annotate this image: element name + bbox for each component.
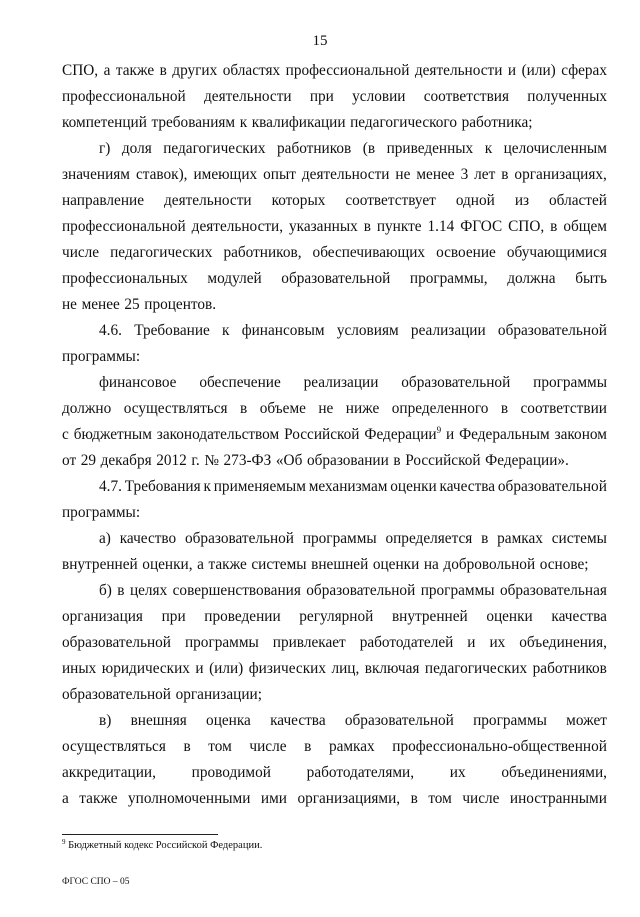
word: целочисленным — [503, 140, 607, 157]
text-line — [62, 58, 607, 84]
word: менее — [81, 296, 120, 313]
paragraph — [62, 136, 607, 318]
word: СПО, — [62, 62, 99, 79]
word: обеспечение — [199, 374, 281, 391]
word: совершенствования — [172, 582, 301, 599]
word: и — [195, 660, 204, 677]
footnote-divider — [62, 834, 218, 835]
word: в — [501, 166, 509, 183]
text-line — [62, 266, 607, 292]
text-line — [62, 682, 607, 708]
word: оценки — [486, 608, 533, 625]
word: (или) — [521, 62, 556, 79]
word: организация — [62, 608, 143, 625]
word: а) — [99, 530, 111, 547]
word: Требование — [134, 322, 210, 339]
word: бюджетным — [73, 426, 152, 443]
word: образовательной — [497, 322, 607, 339]
word: образовательной — [281, 270, 391, 287]
word: образовательная — [499, 582, 607, 599]
text-line — [62, 552, 607, 578]
word: реализации — [410, 322, 486, 339]
word: не — [395, 166, 411, 183]
word: условии — [352, 88, 406, 105]
word: одной — [455, 192, 495, 209]
word: квалификации — [251, 114, 346, 131]
text-line — [62, 630, 607, 656]
paragraph — [62, 578, 607, 708]
word: педагогических — [110, 244, 213, 261]
word: системы — [251, 556, 307, 573]
word: числе — [462, 790, 500, 807]
word: программы — [420, 582, 495, 599]
word: СПО, — [508, 218, 545, 235]
document-code: ФГОС СПО – 05 — [62, 877, 130, 887]
word: применяемым — [213, 478, 306, 495]
word: ФГОС — [460, 218, 503, 235]
text-line — [62, 214, 607, 240]
word: законодательством — [156, 426, 280, 443]
word: областей — [549, 192, 607, 209]
word: работодателями, — [306, 764, 415, 781]
word: на — [423, 556, 439, 573]
word: требованиям — [151, 114, 236, 131]
word: целях — [129, 582, 168, 599]
word: а — [103, 62, 111, 79]
word: к — [239, 114, 248, 131]
word: программы: — [62, 348, 141, 365]
text-line — [62, 474, 607, 500]
word: программы — [302, 530, 377, 547]
word: в — [500, 400, 509, 417]
word: их — [449, 764, 466, 781]
word: оценки — [372, 556, 420, 573]
word: должна — [507, 270, 556, 287]
word: образовательной — [401, 374, 511, 391]
word: не — [318, 400, 334, 417]
text-line — [62, 396, 607, 422]
word: условиям — [336, 322, 399, 339]
word: лет — [474, 166, 496, 183]
word: педагогического — [350, 114, 457, 131]
word: числе — [62, 244, 100, 261]
word: и — [507, 62, 517, 79]
word: организациях, — [514, 166, 607, 183]
footnote — [62, 840, 262, 851]
word: качества — [551, 608, 607, 625]
text-line — [62, 110, 607, 136]
word: числе — [249, 738, 287, 755]
word: полученных — [527, 88, 607, 105]
word: Российской — [405, 452, 481, 469]
text-line — [62, 422, 607, 448]
word: ставок), — [135, 166, 188, 183]
word: образовательной — [62, 686, 171, 703]
word: и — [467, 634, 476, 651]
word: в — [304, 738, 312, 755]
page-number: 15 — [312, 33, 328, 49]
word: общем — [563, 218, 607, 235]
paragraph — [62, 318, 607, 370]
word: работников — [532, 660, 607, 677]
text-line — [62, 292, 607, 318]
footnote-reference: 9 — [436, 425, 442, 435]
word: обучающимися — [506, 244, 607, 261]
word: педагогических — [424, 660, 528, 677]
text-line — [62, 578, 607, 604]
word: программы — [533, 374, 607, 391]
word: образовательной — [306, 582, 416, 599]
word: осуществляться — [123, 400, 228, 417]
word: юридических — [101, 660, 190, 677]
word: профессиональной — [285, 62, 410, 79]
word: соответствии — [520, 400, 607, 417]
text-line — [62, 344, 607, 370]
word: образовательной — [185, 530, 294, 547]
word: организациями, — [297, 790, 401, 807]
word: педагогических — [163, 140, 266, 157]
word: в — [240, 400, 248, 417]
word: ниже — [345, 400, 380, 417]
word: «Об — [275, 452, 303, 469]
word: менее — [416, 166, 455, 183]
text-line — [62, 162, 607, 188]
word: рамках — [497, 530, 543, 547]
word: также — [208, 556, 247, 573]
word: Федеральным — [459, 426, 550, 443]
word: лиц, — [331, 660, 360, 677]
word: в — [117, 582, 125, 599]
word: сферах — [561, 62, 607, 79]
text-line — [62, 500, 607, 526]
word: осуществляться — [62, 738, 166, 755]
word: образовании — [306, 452, 389, 469]
word: определенного — [391, 400, 489, 417]
word: реализации — [303, 374, 379, 391]
word: программы, — [409, 270, 488, 287]
word: при — [161, 608, 186, 625]
word: организации; — [175, 686, 262, 703]
word: деятельности — [301, 166, 390, 183]
word: в — [410, 790, 418, 807]
word: значениям — [62, 166, 130, 183]
word: пункте — [376, 218, 422, 235]
word: 273-ФЗ — [223, 452, 272, 469]
word: в — [550, 218, 558, 235]
text-line — [62, 188, 607, 214]
word: привлекает — [272, 634, 346, 651]
word: от — [62, 452, 77, 469]
footnote-text: Бюджетный кодекс Российской Федерации. — [68, 840, 263, 851]
word: иных — [62, 660, 97, 677]
word: основе; — [539, 556, 589, 573]
word: определяется — [385, 530, 473, 547]
word: к — [484, 140, 493, 157]
word: профессионально-общественной — [392, 738, 607, 755]
word: профессиональной — [62, 218, 186, 235]
word: имеющих — [193, 166, 258, 183]
word: Российской — [284, 426, 360, 443]
word: качества — [439, 478, 496, 495]
word: Федерации$^9$ — [364, 425, 442, 443]
word: к — [203, 478, 211, 495]
word: том — [428, 790, 452, 807]
word: добровольной — [443, 556, 536, 573]
word: (в — [362, 140, 376, 157]
word: внутренней — [62, 556, 138, 573]
word: внутренней — [391, 608, 468, 625]
word: финансовым — [241, 322, 325, 339]
word: областях — [222, 62, 281, 79]
word: работодателей — [359, 634, 454, 651]
word: в — [159, 62, 167, 79]
word: образовательной — [344, 712, 454, 729]
word: профессиональной — [62, 88, 186, 105]
word: г. — [191, 452, 200, 469]
word: том — [208, 738, 232, 755]
text-line — [62, 448, 607, 474]
word: быть — [575, 270, 607, 287]
word: ими — [260, 790, 287, 807]
word: физических — [248, 660, 326, 677]
text-line — [62, 656, 607, 682]
word: программы — [473, 712, 547, 729]
text-line — [62, 734, 607, 760]
word: декабря — [100, 452, 152, 469]
text-line — [62, 786, 607, 812]
text-line — [62, 708, 607, 734]
word: внешней — [311, 556, 369, 573]
word: аккредитации, — [62, 764, 156, 781]
word: 4.7. — [99, 478, 122, 495]
word: опыт — [263, 166, 296, 183]
word: финансовое — [99, 374, 177, 391]
text-line — [62, 760, 607, 786]
word: иностранными — [509, 790, 607, 807]
word: которых — [271, 192, 326, 209]
word: работника; — [461, 114, 533, 131]
word: в — [393, 452, 401, 469]
word: внешняя — [130, 712, 187, 729]
word: № — [204, 452, 219, 469]
word: оценки, — [142, 556, 193, 573]
text-line — [62, 526, 607, 552]
word: направление — [62, 192, 145, 209]
word: должно — [62, 400, 112, 417]
text-line — [62, 604, 607, 630]
word: соответствует — [345, 192, 436, 209]
word: 25 — [124, 296, 140, 313]
word: 3 — [460, 166, 469, 183]
word: указанных — [288, 218, 358, 235]
word: 29 — [80, 452, 97, 469]
word: с — [62, 426, 69, 443]
word: образовательной — [497, 478, 607, 495]
word: освоение — [436, 244, 496, 261]
word: оценки — [390, 478, 437, 495]
word: оценка — [206, 712, 251, 729]
word: доля — [121, 140, 152, 157]
word: программы: — [62, 504, 141, 521]
word: и — [446, 426, 455, 443]
paragraph — [62, 708, 607, 812]
word: включая — [364, 660, 420, 677]
word: их — [489, 634, 506, 651]
word: системы — [551, 530, 607, 547]
word: объеме — [259, 400, 306, 417]
word: качество — [119, 530, 177, 547]
word: а — [197, 556, 204, 573]
paragraph — [62, 370, 607, 474]
word: уполномоченными — [128, 790, 251, 807]
word: соответствия — [423, 88, 510, 105]
word: компетенций — [62, 114, 147, 131]
word: рамках — [328, 738, 375, 755]
word: объединения, — [519, 634, 607, 651]
word: образовательной — [62, 634, 171, 651]
word: в) — [99, 712, 112, 729]
word: при — [309, 88, 334, 105]
word: процентов. — [144, 296, 217, 313]
word: деятельности — [164, 192, 252, 209]
paragraph — [62, 474, 607, 526]
word: других — [172, 62, 218, 79]
word: (или) — [209, 660, 244, 677]
text-line — [62, 370, 607, 396]
word: модулей — [207, 270, 262, 287]
word: Федерации». — [485, 452, 569, 469]
word: 2012 — [156, 452, 187, 469]
body-text — [62, 58, 607, 812]
word: 4.6. — [99, 322, 122, 339]
word: законом — [554, 426, 607, 443]
word: Требования — [124, 478, 201, 495]
word: регулярной — [299, 608, 374, 625]
word: деятельности, — [191, 218, 284, 235]
word: в — [481, 530, 489, 547]
word: а — [62, 790, 69, 807]
paragraph — [62, 58, 607, 136]
word: деятельности — [204, 88, 292, 105]
word: может — [566, 712, 607, 729]
text-line — [62, 84, 607, 110]
word: приведенных — [386, 140, 474, 157]
word: в — [363, 218, 371, 235]
footnote-mark: 9 — [62, 838, 66, 846]
paragraph — [62, 526, 607, 578]
word: не — [62, 296, 77, 313]
word: г) — [99, 140, 111, 157]
text-line — [62, 240, 607, 266]
word: к — [222, 322, 230, 339]
word: также — [79, 790, 118, 807]
word: из — [514, 192, 530, 209]
word: проводимой — [191, 764, 271, 781]
word: также — [115, 62, 155, 79]
word: обеспечивающих — [312, 244, 426, 261]
word: работников, — [223, 244, 302, 261]
word: 1.14 — [427, 218, 455, 235]
word: деятельности — [414, 62, 503, 79]
word: программы — [184, 634, 259, 651]
word: проведении — [204, 608, 281, 625]
word: профессиональных — [62, 270, 188, 287]
word: б) — [99, 582, 112, 599]
word: качества — [270, 712, 326, 729]
text-line — [62, 136, 607, 162]
text-line — [62, 318, 607, 344]
word: механизмам — [308, 478, 388, 495]
word: объединениями, — [501, 764, 607, 781]
word: работников — [277, 140, 352, 157]
word: в — [183, 738, 191, 755]
